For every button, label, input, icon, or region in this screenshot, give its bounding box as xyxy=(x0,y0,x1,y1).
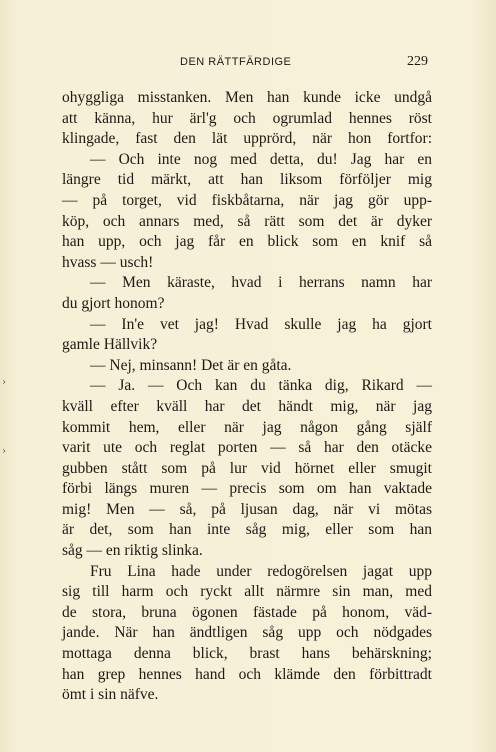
text-line: — In'e vet jag! Hvad skulle jag ha gjort xyxy=(90,315,432,333)
text-line: sig till harm och ryckt allt närmre sin man, med xyxy=(62,583,432,601)
text-line: är det, som han inte såg mig, eller som han xyxy=(62,521,432,539)
text-line: varit ute och reglat porten — så har den otäcke xyxy=(62,439,432,457)
text-line: mig! Men — så, på ljusan dag, när vi mötas xyxy=(62,500,432,518)
body-text xyxy=(62,88,432,706)
text-line: de stora, bruna ögonen fästade på honom, väd- xyxy=(62,603,432,621)
text-line: kväll efter kväll har det händt mig, när jag xyxy=(62,397,432,415)
text-line: ömt i sin näfve. xyxy=(62,686,159,704)
text-line: längre tid märkt, att han liksom förföljer mig xyxy=(62,171,432,189)
text-line: såg — en riktig slinka. xyxy=(62,542,203,560)
scan-margin-mark: › xyxy=(2,446,6,457)
text-line: gubben stått som på lur vid hörnet eller smugit xyxy=(62,459,432,477)
text-line: — Och inte nog med detta, du! Jag har en xyxy=(90,150,432,168)
text-line: — Nej, minsann! Det är en gåta. xyxy=(90,356,292,374)
text-line: han grep hennes hand och klämde den förbittradt xyxy=(62,665,432,683)
text-line: han upp, och jag får en blick som en knif så xyxy=(62,233,432,251)
text-line: ohyggliga misstanken. Men han kunde icke undgå xyxy=(62,89,432,106)
text-line: att känna, hur ärl'g och ogrumlad hennes röst xyxy=(62,109,432,127)
text-line: gamle Hällvik? xyxy=(62,336,158,354)
text-line: jande. När han ändtligen såg upp och nödgades xyxy=(62,624,432,642)
text-line: köp, och annars med, så rätt som det är dyker xyxy=(62,212,432,230)
text-line: kommit hem, eller när jag någon gång själf xyxy=(62,418,432,436)
text-line: — Ja. — Och kan du tänka dig, Rikard — xyxy=(90,377,432,395)
page-header xyxy=(0,56,496,72)
text-line: förbi längs muren — precis som om han vaktade xyxy=(62,480,432,498)
text-line: du gjort honom? xyxy=(62,294,165,312)
text-line: — på torget, vid fiskbåtarna, när jag gör upp- xyxy=(62,191,432,209)
scan-margin-mark: › xyxy=(2,377,6,388)
text-line: mottaga denna blick, brast hans behärskning; xyxy=(62,645,432,663)
running-title: DEN RÄTTFÄRDIGE xyxy=(180,56,292,68)
text-line: — Men käraste, hvad i herrans namn har xyxy=(90,274,432,292)
text-line: klingade, fast den lät upprörd, när hon fortfor: xyxy=(62,130,432,148)
page-number: 229 xyxy=(407,54,428,69)
text-line: Fru Lina hade under redogörelsen jagat upp xyxy=(90,562,432,580)
text-line: hvass — usch! xyxy=(62,253,154,271)
